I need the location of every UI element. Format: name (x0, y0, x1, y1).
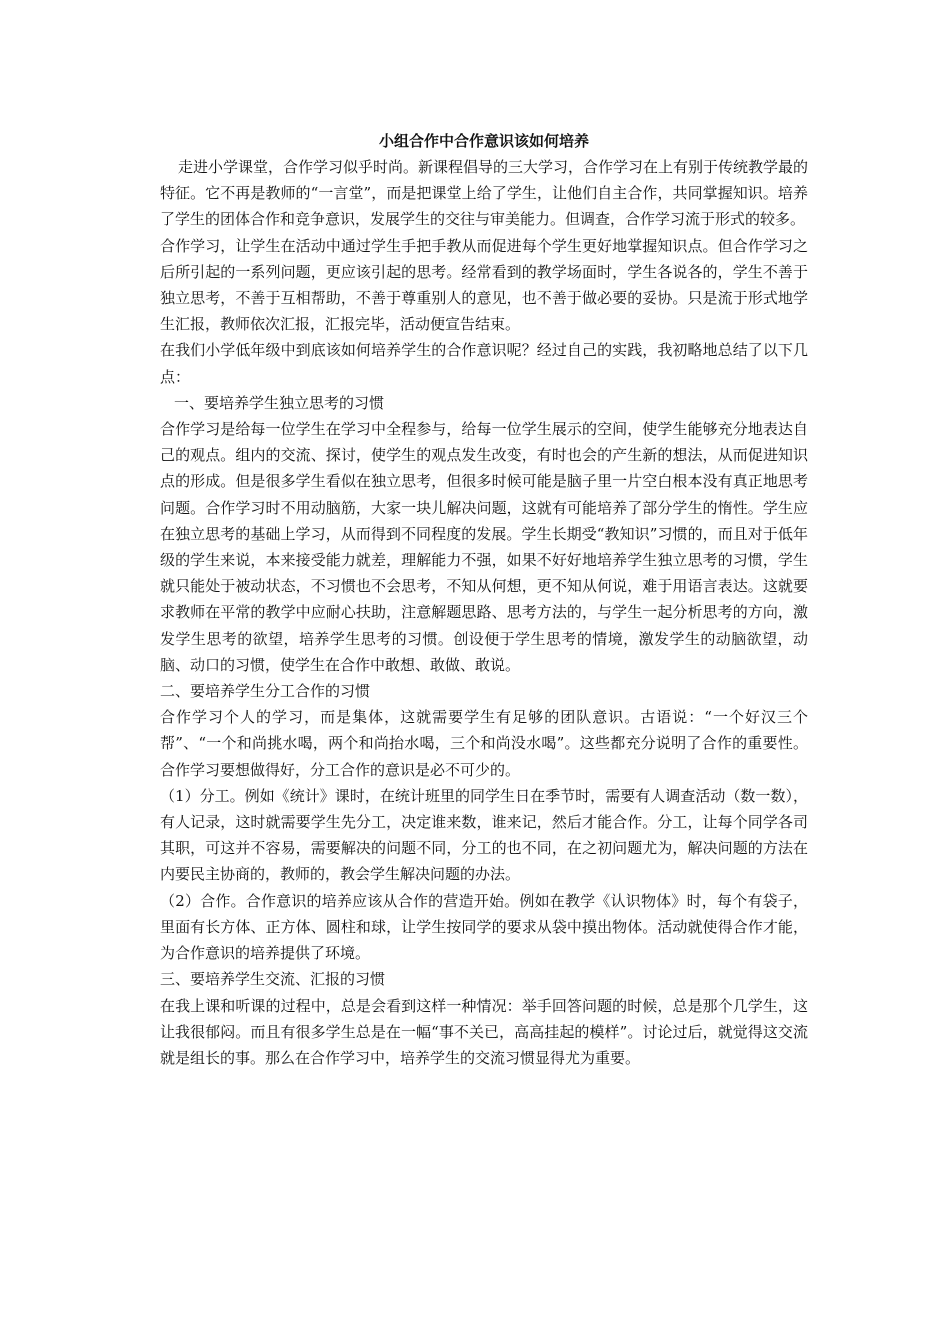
paragraph-communication: 在我上课和听课的过程中，总是会看到这样一种情况：举手回答问题的时候，总是那个几学生，这让我很郁闷。而且有很多学生总是在一幅“事不关已，高高挂起的模样”。讨论过后，就觉得这交流就是组长的事。那么在合作学习中，培养学生的交流习惯显得尤为重要。 (160, 996, 808, 1067)
section-heading-2: 二、要培养学生分工合作的习惯 (160, 682, 371, 701)
section-heading-1: 一、要培养学生独立思考的习惯 (174, 393, 385, 412)
paragraph-division-of-labor: （1）分工。例如《统计》课时，在统计班里的同学生日在季节时，需要有人调查活动（数一数），有人记录，这时就需要学生先分工，决定谁来数，谁来记，然后才能合作。分工，让每个同学各司其职，可这并不容易，需要解决的问题不同，分工的也不同，在之初问题尤为，解决问题的方法在内要民主协商的，教师的，教会学生解决问题的办法。 (160, 786, 808, 884)
section-heading-3: 三、要培养学生交流、汇报的习惯 (160, 970, 386, 989)
paragraph-cooperative-learning: 合作学习，让学生在活动中通过学生手把手教从而促进每个学生更好地掌握知识点。但合作学习之后所引起的一系列问题，更应该引起的思考。经常看到的教学场面时，学生各说各的，学生不善于独立思考，不善于互相帮助，不善于尊重别人的意见，也不善于做必要的妥协。只是流于形式地学生汇报，教师依次汇报，汇报完毕，活动便宣告结束。 (160, 236, 808, 334)
paragraph-question: 在我们小学低年级中到底该如何培养学生的合作意识呢？经过自己的实践，我初略地总结了以下几点： (160, 341, 808, 386)
paragraph-independent-thinking: 合作学习是给每一位学生在学习中全程参与，给每一位学生展示的空间，使学生能够充分地表达自己的观点。组内的交流、探讨，使学生的观点发生改变，有时也会的产生新的想法，从而促进知识点的形成。但是很多学生看似在独立思考，但很多时候可能是脑子里一片空白根本没有真正地思考问题。合作学习时不用动脑筋，大家一块儿解决问题，这就有可能培养了部分学生的惰性。学生应在独立思考的基础上学习，从而得到不同程度的发展。学生长期受“教知识”习惯的，而且对于低年级的学生来说，本来接受能力就差，理解能力不强，如果不好好地培养学生独立思考的习惯，学生就只能处于被动状态，不习惯也不会思考，不知从何想，更不知从何说，难于用语言表达。这就要求教师在平常的教学中应耐心扶助，注意解题思路、思考方法的，与学生一起分析思考的方向，激发学生思考的欲望，培养学生思考的习惯。创设便于学生思考的情境，激发学生的动脑欲望，动脑、动口的习惯，使学生在合作中敢想、敢做、敢说。 (160, 420, 808, 674)
paragraph-cooperation: （2）合作。合作意识的培养应该从合作的营造开始。例如在教学《认识物体》时，每个有袋子，里面有长方体、正方体、圆柱和球，让学生按同学的要求从袋中摸出物体。活动就使得合作才能，为合作意识的培养提供了环境。 (160, 891, 808, 963)
paragraph-teamwork: 合作学习个人的学习，而是集体，这就需要学生有足够的团队意识。古语说：“一个好汉三个帮”、“一个和尚挑水喝，两个和尚抬水喝，三个和尚没水喝”。这些都充分说明了合作的重要性。合作学习要想做得好，分工合作的意识是必不可少的。 (160, 708, 808, 779)
document-title: 小组合作中合作意识该如何培养 (378, 132, 589, 150)
paragraph-intro: 走进小学课堂，合作学习似乎时尚。新课程倡导的三大学习，合作学习在上有别于传统教学最的特征。它不再是教师的“一言堂”，而是把课堂上给了学生，让他们自主合作，共同掌握知识。培养了学生的团体合作和竞争意识，发展学生的交往与审美能力。但调查，合作学习流于形式的较多。 (160, 158, 809, 229)
document-body (160, 128, 808, 1071)
